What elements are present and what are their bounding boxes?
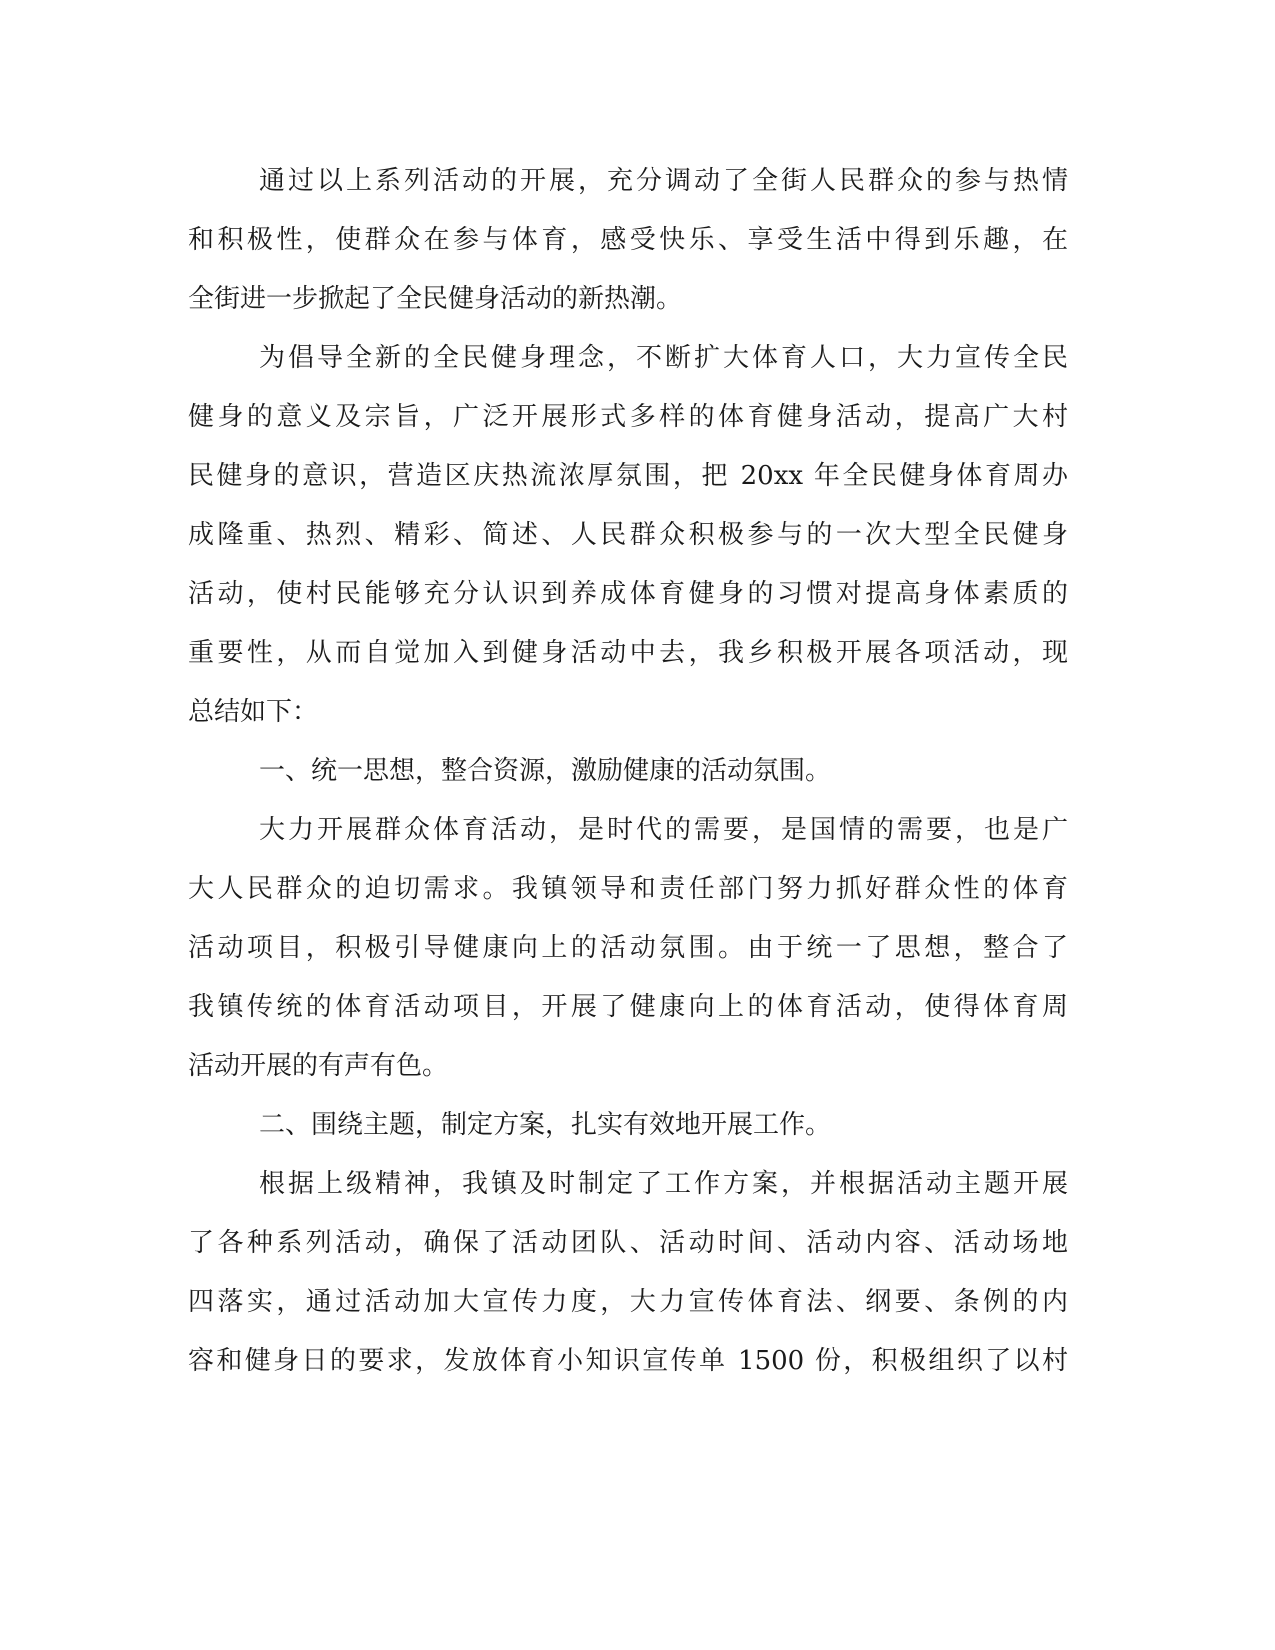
paragraph-4-line-1: 根据上级精神，我镇及时制定了工作方案，并根据活动主题开展 (259, 1169, 1068, 1199)
paragraph-4-line-3: 四落实，通过活动加大宣传力度，大力宣传体育法、纲要、条例的内 (188, 1287, 1068, 1317)
paragraph-3-line-4: 我镇传统的体育活动项目，开展了健康向上的体育活动，使得体育周 (188, 992, 1068, 1022)
paragraph-2-line-6: 重要性，从而自觉加入到健身活动中去，我乡积极开展各项活动，现 (188, 638, 1068, 668)
paragraph-4-line-2: 了各种系列活动，确保了活动团队、活动时间、活动内容、活动场地 (188, 1228, 1068, 1258)
paragraph-2-line-1: 为倡导全新的全民健身理念，不断扩大体育人口，大力宣传全民 (259, 343, 1068, 373)
paragraph-1-line-1: 通过以上系列活动的开展，充分调动了全街人民群众的参与热情 (259, 166, 1068, 196)
paragraph-3-line-1: 大力开展群众体育活动，是时代的需要，是国情的需要，也是广 (259, 815, 1068, 845)
paragraph-4-line-4: 容和健身日的要求，发放体育小知识宣传单 1500 份，积极组织了以村 (188, 1346, 1068, 1376)
paragraph-2-line-3: 民健身的意识，营造区庆热流浓厚氛围，把 20xx 年全民健身体育周办 (188, 461, 1068, 491)
paragraph-2-line-4: 成隆重、热烈、精彩、简述、人民群众积极参与的一次大型全民健身 (188, 520, 1068, 550)
section-heading-2: 二、围绕主题，制定方案，扎实有效地开展工作。 (259, 1110, 832, 1140)
paragraph-2-line-2: 健身的意义及宗旨，广泛开展形式多样的体育健身活动，提高广大村 (188, 402, 1068, 432)
paragraph-3-line-3: 活动项目，积极引导健康向上的活动氛围。由于统一了思想，整合了 (188, 933, 1068, 963)
paragraph-1-line-2: 和积极性，使群众在参与体育，感受快乐、享受生活中得到乐趣，在 (188, 225, 1068, 255)
paragraph-2-line-7: 总结如下： (188, 697, 319, 727)
paragraph-1-line-3: 全街进一步掀起了全民健身活动的新热潮。 (188, 284, 683, 314)
section-heading-1: 一、统一思想，整合资源，激励健康的活动氛围。 (259, 756, 832, 786)
paragraph-3-line-2: 大人民群众的迫切需求。我镇领导和责任部门努力抓好群众性的体育 (188, 874, 1068, 904)
paragraph-2-line-5: 活动，使村民能够充分认识到养成体育健身的习惯对提高身体素质的 (188, 579, 1068, 609)
paragraph-3-line-5: 活动开展的有声有色。 (188, 1051, 449, 1081)
